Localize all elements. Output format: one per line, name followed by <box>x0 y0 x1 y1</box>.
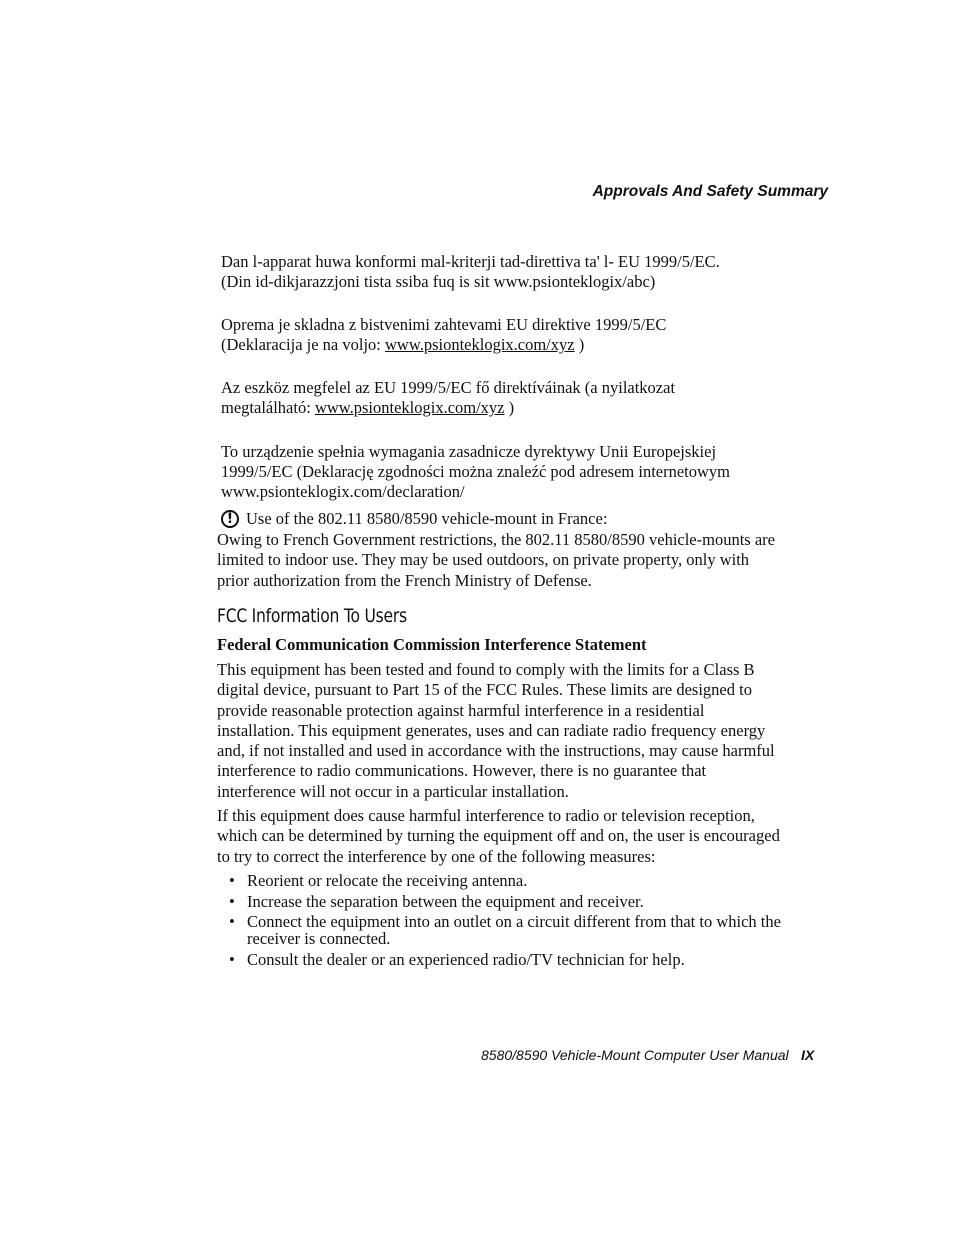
declaration-hungarian-prefix: megtalálható: <box>221 398 315 417</box>
bullet-icon: • <box>229 891 235 911</box>
footer-manual-title: 8580/8590 Vehicle-Mount Computer User Manual <box>481 1047 789 1063</box>
warning-heading <box>217 509 782 530</box>
declaration-maltese-line1: Dan l-apparat huwa konformi mal-kriterji tad-direttiva ta' l- EU 1999/5/EC. <box>221 252 720 271</box>
declaration-slovenian-suffix: ) <box>574 335 585 354</box>
list-item-text: Reorient or relocate the receiving antenna. <box>247 871 528 890</box>
declaration-maltese <box>221 252 821 292</box>
footer-page-number: IX <box>801 1047 815 1063</box>
declaration-polish-line3: www.psionteklogix.com/declaration/ <box>221 482 465 501</box>
declaration-hungarian <box>221 378 821 418</box>
declaration-polish-line1: To urządzenie spełnia wymagania zasadnicze dyrektywy Unii Europejskiej <box>221 442 717 461</box>
declaration-slovenian-line1: Oprema je skladna z bistvenimi zahtevami EU direktive 1999/5/EC <box>221 315 667 334</box>
list-item <box>229 872 789 889</box>
running-header-title: Approvals And Safety Summary <box>592 183 828 200</box>
warning-title: Use of the 802.11 8580/8590 vehicle-mount in France: <box>246 509 608 528</box>
list-item <box>229 951 789 968</box>
list-item <box>229 893 789 910</box>
declaration-slovenian-link[interactable]: www.psionteklogix.com/xyz <box>385 335 575 354</box>
declaration-hungarian-link[interactable]: www.psionteklogix.com/xyz <box>314 398 505 417</box>
declaration-hungarian-line2 <box>221 398 821 418</box>
declaration-hungarian-suffix: ) <box>504 398 515 417</box>
bullet-icon: • <box>229 949 235 969</box>
declaration-slovenian-prefix: (Deklaracija je na voljo: <box>221 335 386 354</box>
bullet-icon: • <box>229 871 235 890</box>
list-item-text: Consult the dealer or an experienced radio/TV technician for help. <box>247 949 685 969</box>
list-item-text: Connect the equipment into an outlet on a circuit different from that to which the receiver is connected. <box>247 912 781 948</box>
interference-measures-list <box>229 872 789 971</box>
bullet-icon: • <box>229 912 235 931</box>
fcc-paragraph-1: This equipment has been tested and found to comply with the limits for a Class B digital device, pursuant to Part 15 of the FCC Rules. These limits are designed to provide reasonable protection against harmful interference in a residential installation. This equipment generates, uses and can radiate radio frequency energy and, if not installed and used in accordance with the instructions, may cause harmful interference to radio communications. However, there is no guarantee that interference will not occur in a particular installation. <box>217 660 775 801</box>
fcc-paragraph-2: If this equipment does cause harmful interference to radio or television reception, which can be determined by turning the equipment off and on, the user is encouraged to try to correct the interference by one of the following measures: <box>217 806 780 866</box>
france-usage-warning <box>217 509 782 591</box>
list-item-text: Increase the separation between the equipment and receiver. <box>247 891 644 911</box>
warning-body: Owing to French Government restrictions, the 802.11 8580/8590 vehicle-mounts are limited to indoor use. They may be used outdoors, on private property, only with prior authorization from the French Ministry of Defense. <box>217 529 775 590</box>
list-item <box>229 913 789 947</box>
declaration-slovenian-line2 <box>221 335 821 355</box>
exclamation-circle-icon: ! <box>221 510 239 528</box>
section-heading-fcc: FCC Information To Users <box>217 605 407 627</box>
declaration-polish <box>221 442 821 501</box>
declaration-slovenian <box>221 315 821 355</box>
declaration-maltese-line2: (Din id-dikjarazzjoni tista ssiba fuq is sit www.psionteklogix/abc) <box>221 272 656 291</box>
declaration-polish-line2: 1999/5/EC (Deklarację zgodności można znaleźć pod adresem internetowym <box>221 462 731 481</box>
fcc-subheading: Federal Communication Commission Interference Statement <box>217 635 647 654</box>
declaration-hungarian-line1: Az eszköz megfelel az EU 1999/5/EC fő direktíváinak (a nyilatkozat <box>221 378 676 397</box>
